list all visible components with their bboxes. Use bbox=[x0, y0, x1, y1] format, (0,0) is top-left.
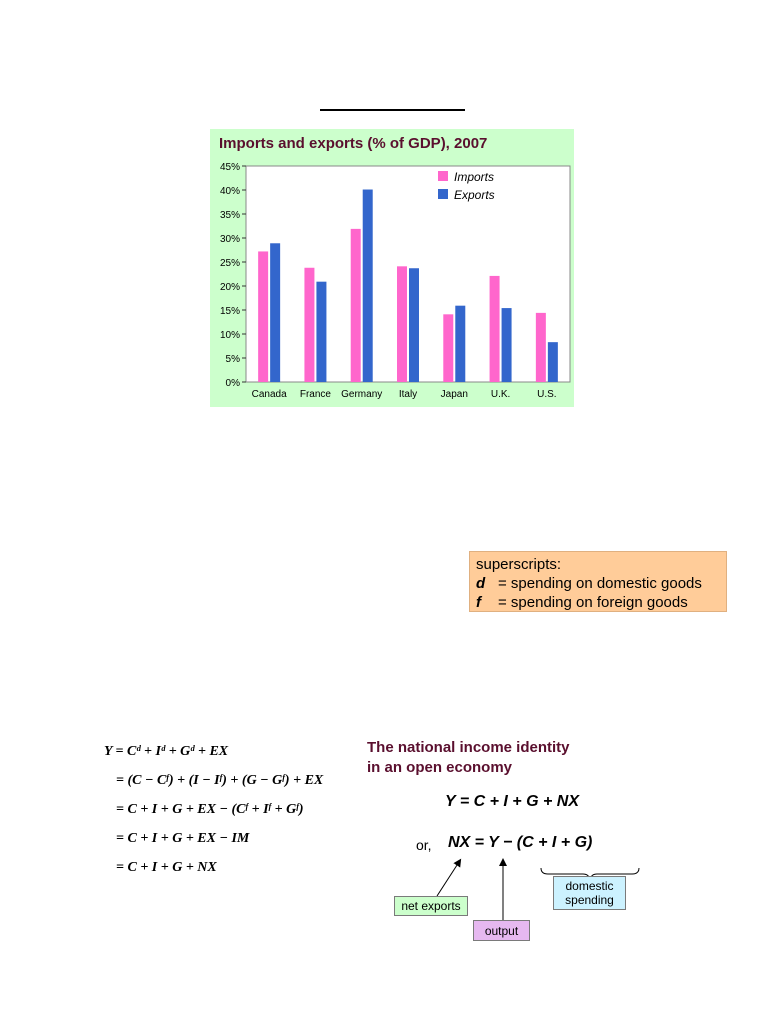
x-tick-label: U.K. bbox=[490, 389, 511, 400]
y-tick-label: 10% bbox=[219, 330, 240, 341]
note-d-text: = spending on domestic goods bbox=[498, 575, 702, 592]
domestic-label-line1: domestic bbox=[565, 879, 614, 893]
note-f-text: = spending on foreign goods bbox=[498, 594, 688, 611]
y-tick-label: 0% bbox=[225, 378, 240, 389]
y-tick-label: 35% bbox=[219, 210, 240, 221]
y-tick-label: 15% bbox=[219, 306, 240, 317]
y-tick-label: 45% bbox=[219, 162, 240, 173]
y-tick-label: 40% bbox=[219, 186, 240, 197]
derivation-line-5: = C + I + G + NX bbox=[116, 860, 217, 875]
x-tick-label: Japan bbox=[440, 389, 468, 400]
x-tick-label: Italy bbox=[398, 389, 418, 400]
identity-equation: Y = C + I + G + NX bbox=[445, 793, 579, 810]
identity-title-line1: The national income identity bbox=[367, 739, 570, 756]
note-d-symbol: d bbox=[476, 575, 486, 592]
legend-label-imports: Imports bbox=[454, 170, 495, 184]
derivation-line-2: = (C − Cᶠ) + (I − Iᶠ) + (G − Gᶠ) + EX bbox=[116, 773, 324, 788]
note-heading: superscripts: bbox=[476, 556, 562, 573]
domestic-label-line2: spending bbox=[565, 893, 614, 907]
note-f-symbol: f bbox=[476, 594, 481, 611]
nx-equation: NX = Y − (C + I + G) bbox=[448, 834, 593, 851]
or-label: or, bbox=[416, 837, 432, 853]
net-exports-label: net exports bbox=[394, 896, 468, 916]
x-tick-label: France bbox=[299, 389, 331, 400]
y-tick-label: 25% bbox=[219, 258, 240, 269]
derivation-line-3: = C + I + G + EX − (Cᶠ + Iᶠ + Gᶠ) bbox=[116, 802, 304, 817]
x-tick-label: U.S. bbox=[537, 389, 557, 400]
net-exports-arrow bbox=[437, 862, 459, 896]
x-tick-label: Germany bbox=[341, 389, 383, 400]
output-label: output bbox=[473, 920, 530, 941]
identity-title-line2: in an open economy bbox=[367, 759, 513, 776]
legend-label-exports: Exports bbox=[454, 188, 495, 202]
y-tick-label: 30% bbox=[219, 234, 240, 245]
derivation-line-1: Y = Cᵈ + Iᵈ + Gᵈ + EX bbox=[104, 744, 229, 759]
domestic-spending-label bbox=[553, 876, 626, 910]
x-tick-label: Canada bbox=[251, 389, 287, 400]
y-tick-label: 20% bbox=[219, 282, 240, 293]
derivation-line-4: = C + I + G + EX − IM bbox=[116, 831, 250, 846]
chart-title: Imports and exports (% of GDP), 2007 bbox=[219, 135, 488, 152]
y-tick-label: 5% bbox=[225, 354, 240, 365]
